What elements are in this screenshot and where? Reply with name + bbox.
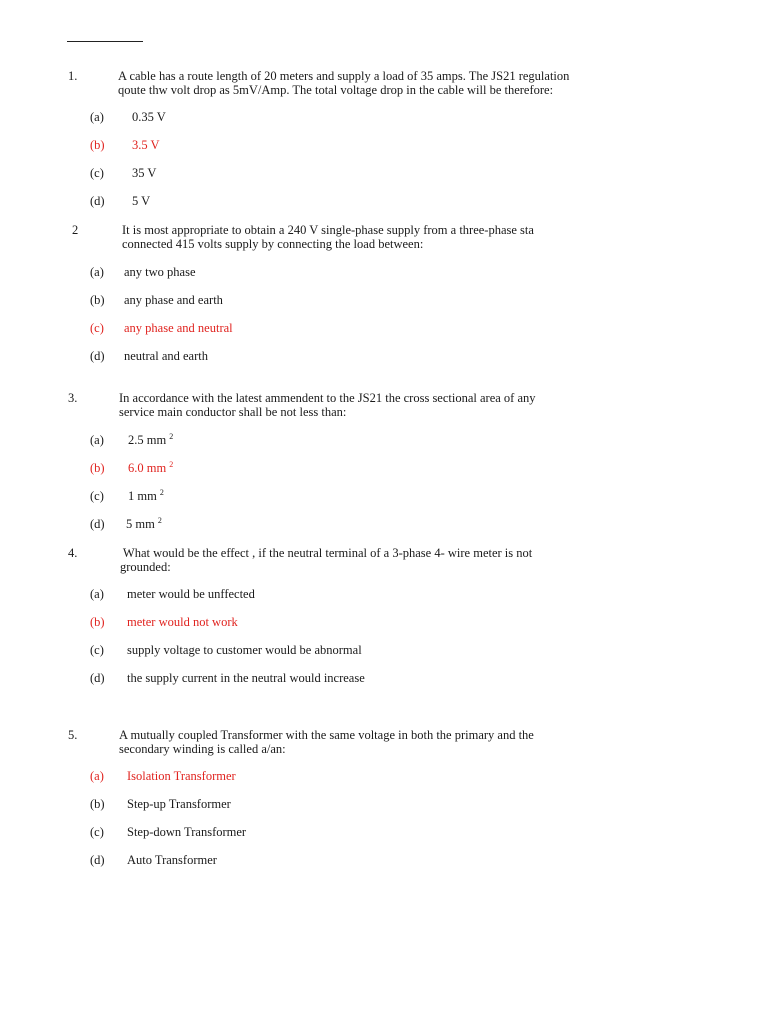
question-text-line: qoute thw volt drop as 5mV/Amp. The total voltage drop in the cable will be therefore:	[118, 83, 554, 97]
option-letter: (c)	[90, 489, 104, 503]
option-letter: (b)	[90, 797, 105, 811]
option-letter: (c)	[90, 166, 104, 180]
question-text-line: A mutually coupled Transformer with the same voltage in both the primary and the	[119, 728, 534, 742]
question-text-line: connected 415 volts supply by connecting the load between:	[122, 237, 424, 251]
option-text: Step-down Transformer	[127, 825, 247, 839]
question-text	[122, 223, 712, 251]
option-superscript: 2	[169, 459, 174, 469]
option-text: 5 V	[132, 194, 151, 208]
option-text: meter would not work	[127, 615, 238, 629]
option-letter: (d)	[90, 349, 105, 363]
option-text: 35 V	[132, 166, 157, 180]
option-letter: (a)	[90, 769, 104, 783]
option-text: neutral and earth	[124, 349, 208, 363]
option-value: 1 mm	[128, 489, 157, 503]
option-text: Step-up Transformer	[127, 797, 231, 811]
question-text-line: secondary winding is called a/an:	[119, 742, 286, 756]
option-letter: (d)	[90, 671, 105, 685]
question-text-line: grounded:	[120, 560, 171, 574]
option-letter: (c)	[90, 825, 104, 839]
option-letter: (d)	[90, 853, 105, 867]
option-text: Isolation Transformer	[127, 769, 236, 783]
option-letter: (b)	[90, 615, 105, 629]
option-superscript: 2	[157, 515, 162, 525]
option-text	[126, 517, 162, 532]
question-text-line: What would be the effect , if the neutral terminal of a 3-phase 4- wire meter is not	[120, 546, 533, 560]
question-number: 4.	[68, 546, 78, 560]
option-letter: (c)	[90, 643, 104, 657]
option-letter: (a)	[90, 587, 104, 601]
option-letter: (c)	[90, 321, 104, 335]
option-value: 5 mm	[126, 517, 155, 531]
option-letter: (b)	[90, 461, 105, 475]
question-text	[119, 391, 709, 419]
option-text: any phase and earth	[124, 293, 223, 307]
option-text: any two phase	[124, 265, 196, 279]
option-text	[128, 489, 164, 504]
option-text: Auto Transformer	[127, 853, 217, 867]
question-text-line: service main conductor shall be not less than:	[119, 405, 347, 419]
option-letter: (d)	[90, 194, 105, 208]
option-letter: (a)	[90, 433, 104, 447]
option-text: supply voltage to customer would be abnormal	[127, 643, 362, 657]
question-text	[118, 69, 708, 97]
option-letter: (b)	[90, 293, 105, 307]
option-value: 6.0 mm	[128, 461, 167, 475]
question-text	[119, 728, 709, 756]
option-letter: (d)	[90, 517, 105, 531]
option-text: any phase and neutral	[124, 321, 233, 335]
question-number: 2	[72, 223, 79, 237]
question-number: 5.	[68, 728, 78, 742]
option-text	[128, 433, 173, 448]
option-letter: (a)	[90, 110, 104, 124]
option-superscript: 2	[159, 487, 164, 497]
option-text: 0.35 V	[132, 110, 166, 124]
header-rule	[67, 41, 143, 42]
option-text: the supply current in the neutral would increase	[127, 671, 365, 685]
option-value: 2.5 mm	[128, 433, 167, 447]
option-text	[128, 461, 173, 476]
option-letter: (b)	[90, 138, 105, 152]
question-number: 3.	[68, 391, 78, 405]
question-number: 1.	[68, 69, 78, 83]
option-text: meter would be unffected	[127, 587, 255, 601]
option-text: 3.5 V	[132, 138, 160, 152]
question-text-line: It is most appropriate to obtain a 240 V single-phase supply from a three-phase sta	[122, 223, 534, 237]
option-superscript: 2	[169, 431, 174, 441]
question-text-line: In accordance with the latest ammendent to the JS21 the cross sectional area of any	[119, 391, 536, 405]
question-text-line: A cable has a route length of 20 meters and supply a load of 35 amps. The JS21 regulation	[118, 69, 570, 83]
question-text	[120, 546, 710, 574]
option-letter: (a)	[90, 265, 104, 279]
